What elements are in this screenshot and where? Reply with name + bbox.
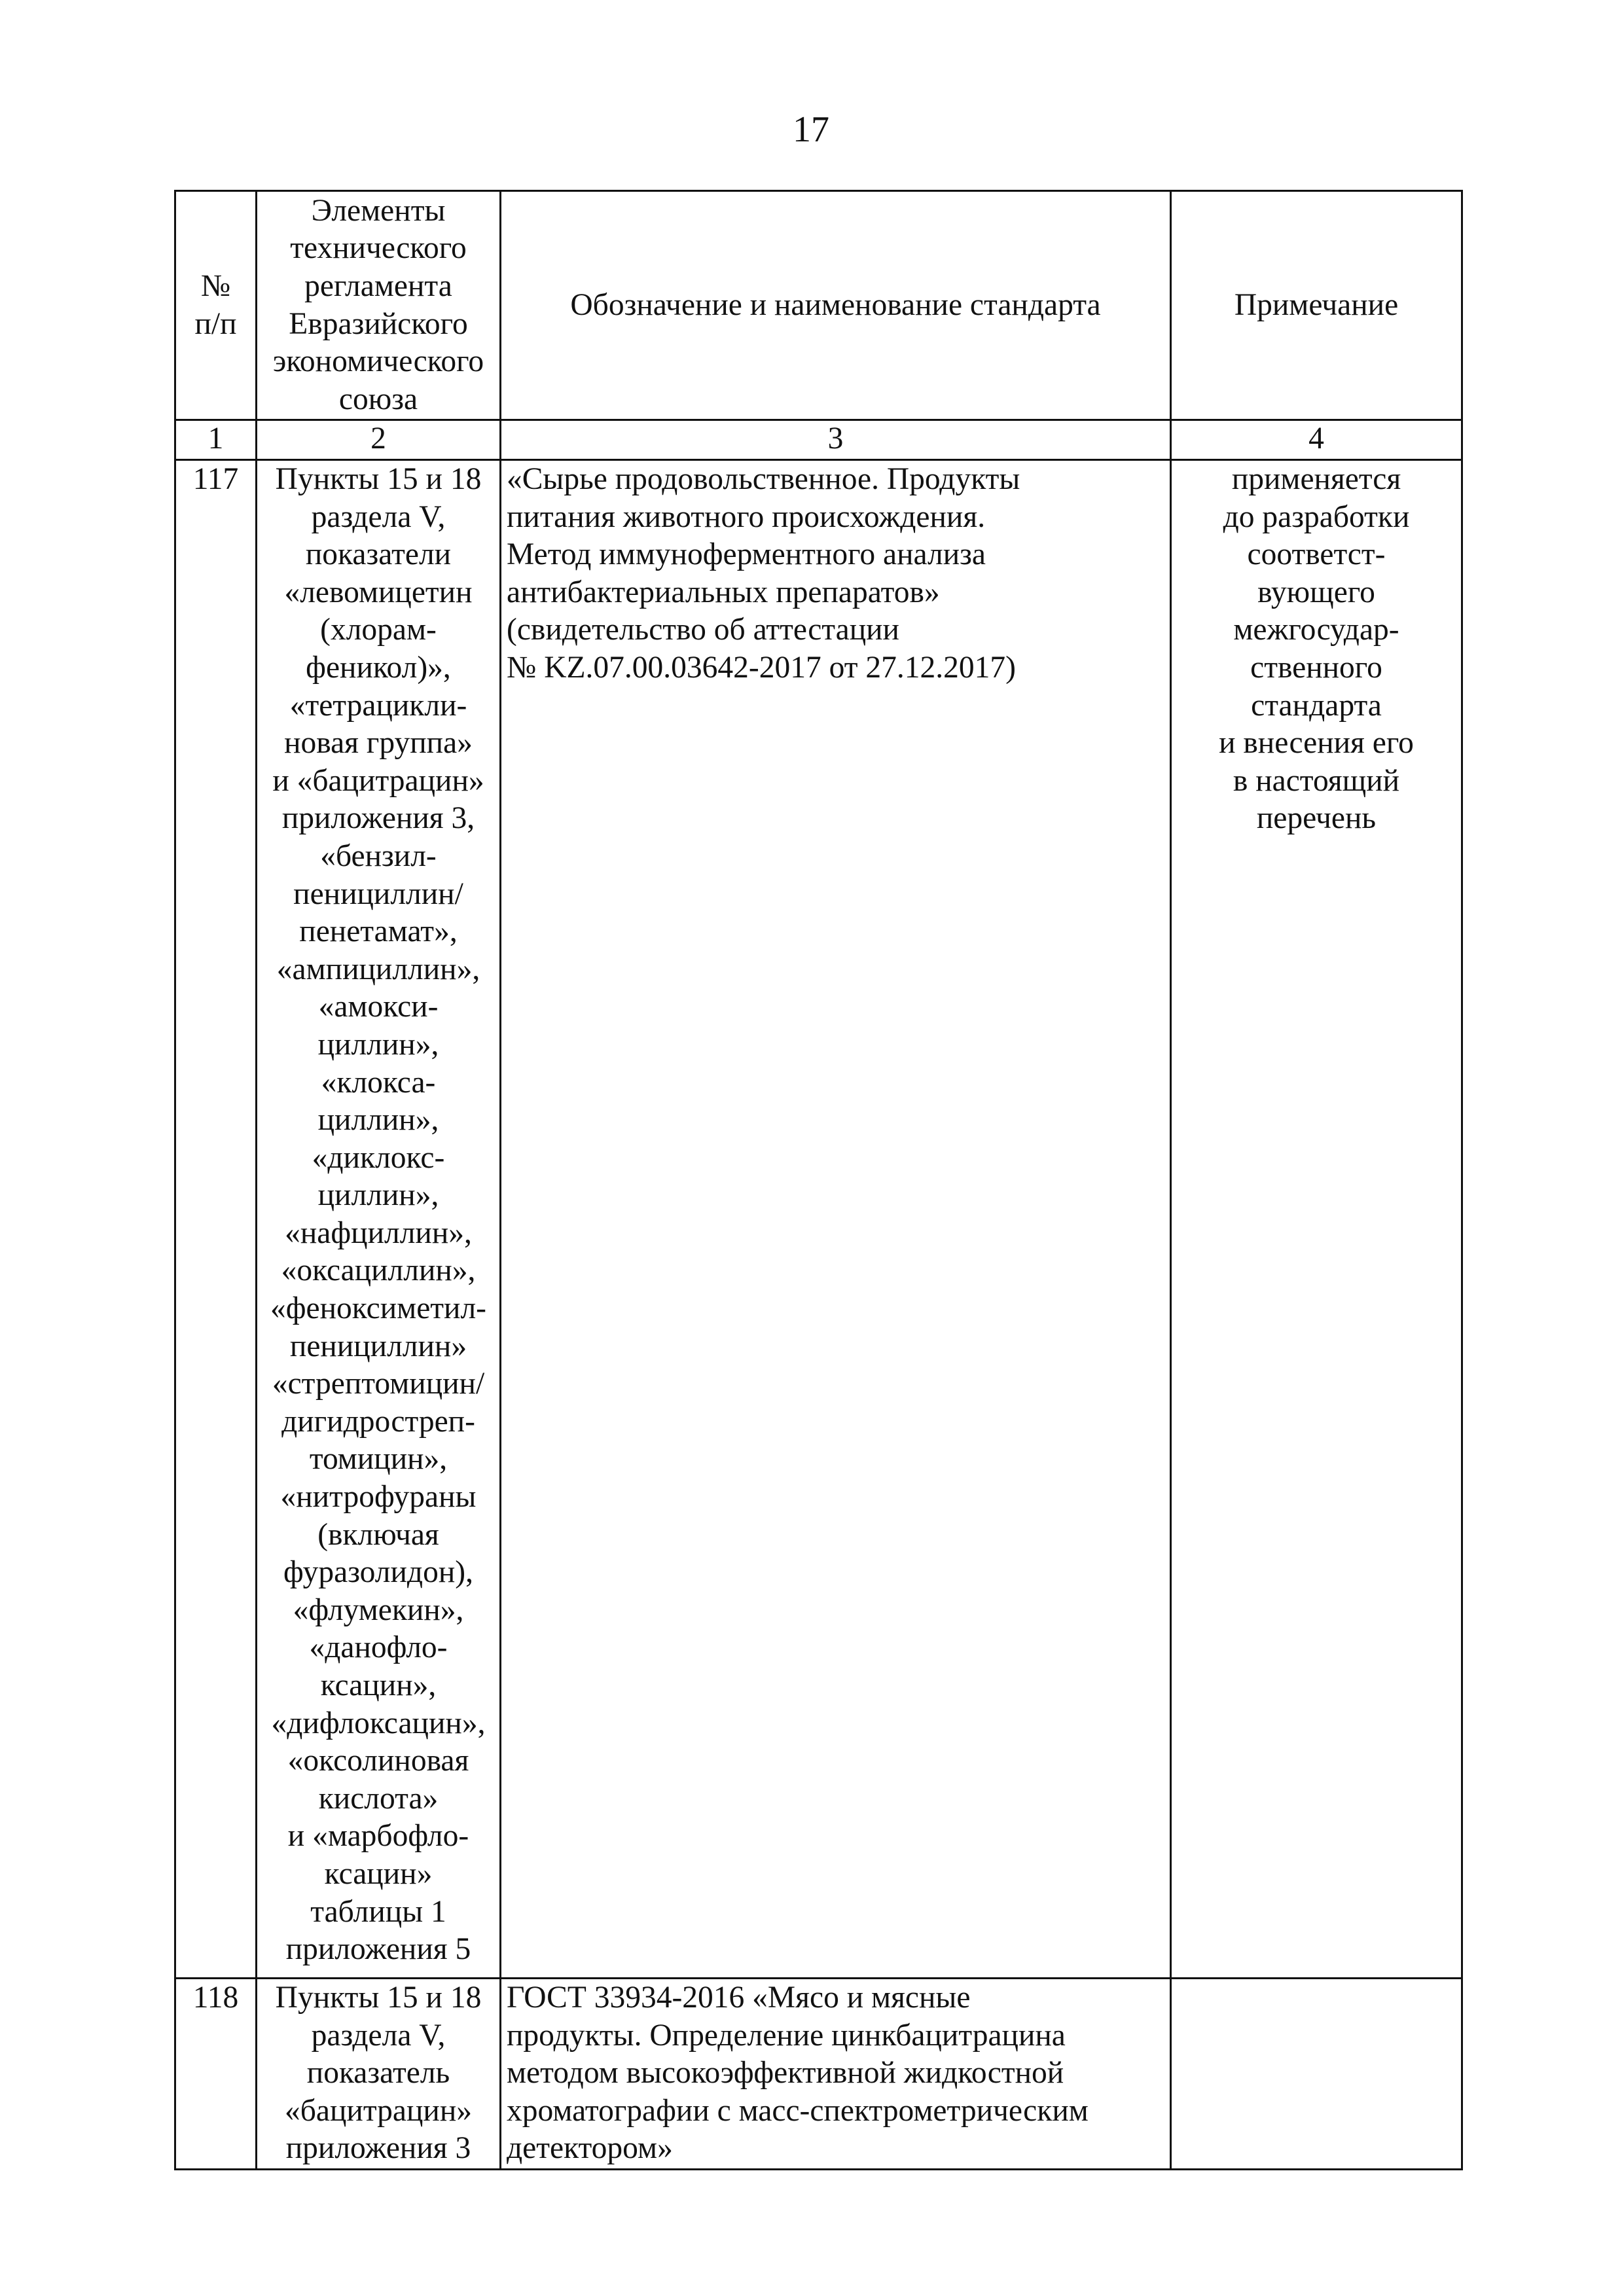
standards-table [174,190,1463,2170]
elements-line: феникол)», [306,650,451,685]
elements-line: Пункты 15 и 18 [275,1981,482,2015]
header-number-line: п/п [194,306,237,341]
elements-line: «диклокс- [312,1140,445,1175]
elements-line: «оксациллин», [281,1253,476,1288]
elements-line: «левомицетин [284,575,473,609]
elements-line: и «марбофло- [287,1819,469,1854]
elements-line: «бацитрацин» [284,2093,473,2128]
elements-line: (хлорам- [320,613,437,647]
elements-line: раздела V, [311,499,446,534]
row-elements [257,460,501,1979]
elements-line: таблицы 1 [310,1894,446,1929]
elements-line: приложения 5 [285,1932,471,1967]
header-elements [257,191,501,420]
elements-line: «данофло- [309,1630,448,1665]
standard-line: продукты. Определение цинкбацитрацина [507,2018,1066,2053]
elements-line: ксацин», [320,1668,437,1702]
page-number: 17 [793,109,829,150]
standard-line: методом высокоэффективной жидкостной [507,2056,1064,2090]
standard-line: ГОСТ 33934-2016 «Мясо и мясные [507,1981,971,2015]
elements-line: «стрептомицин/ [272,1367,485,1401]
row-number: 118 [175,1979,257,2170]
elements-line: «феноксиметил- [270,1291,487,1326]
elements-line: показатели [305,537,452,572]
elements-line: приложения 3, [281,801,475,836]
elements-line: «ампициллин», [276,952,480,986]
row-number: 117 [175,460,257,1979]
elements-line: «бензил- [320,838,437,873]
note-line: вующего [1257,575,1375,609]
table-row [175,1979,1462,2170]
elements-line: пенициллин» [289,1329,467,1363]
elements-line: «оксолиновая [287,1744,469,1778]
column-number: 3 [501,420,1171,460]
header-note: Примечание [1171,191,1462,420]
elements-line: новая группа» [284,726,473,761]
elements-line: циллин», [317,1178,439,1213]
table-row [175,460,1462,1979]
header-elements-line: технического [290,231,467,266]
note-line: ственного [1250,650,1382,685]
elements-line: циллин», [317,1103,439,1138]
row-standard [501,1979,1171,2170]
elements-line: пенетамат», [299,914,458,949]
note-line: межгосудар- [1233,613,1399,647]
header-elements-line: регламента [304,268,452,303]
header-elements-line: союза [338,382,418,416]
elements-line: циллин», [317,1027,439,1062]
header-number [175,191,257,420]
elements-line: и «бацитрацин» [272,763,484,798]
elements-line: показатель [306,2056,450,2090]
elements-line: приложения 3 [285,2131,471,2166]
column-number: 2 [257,420,501,460]
standard-line: «Сырье продовольственное. Продукты [507,462,1020,496]
standard-line: антибактериальных препаратов» [507,575,940,609]
elements-line: «тетрацикли- [289,688,467,723]
column-number: 1 [175,420,257,460]
elements-line: «клокса- [321,1065,436,1100]
note-line: применяется [1231,462,1401,496]
standard-line: хроматографии с масс-спектрометрическим [507,2093,1089,2128]
standard-line: Метод иммуноферментного анализа [507,537,986,572]
column-numbers-row [175,420,1462,460]
header-number-line: № [200,268,231,303]
elements-line: кислота» [318,1781,439,1816]
note-line: в настоящий [1233,763,1400,798]
column-number: 4 [1171,420,1462,460]
header-standard: Обозначение и наименование стандарта [501,191,1171,420]
standard-line: № KZ.07.00.03642-2017 от 27.12.2017) [507,650,1016,685]
note-line: перечень [1256,801,1377,836]
row-elements [257,1979,501,2170]
elements-line: Пункты 15 и 18 [275,462,482,496]
elements-line: дигидростреп- [281,1404,475,1439]
header-elements-line: экономического [272,344,484,379]
elements-line: «амокси- [318,990,439,1024]
note-line: соответст- [1247,537,1386,572]
elements-line: «дифлоксацин», [271,1706,486,1740]
elements-line: ксацин» [324,1856,433,1891]
standard-line: детектором» [507,2131,673,2166]
row-standard [501,460,1171,1979]
elements-line: раздела V, [311,2018,446,2053]
elements-line: пенициллин/ [293,876,463,911]
elements-line: фуразолидон), [283,1555,473,1590]
note-line: стандарта [1251,688,1382,723]
note-line: до разработки [1223,499,1410,534]
standard-line: (свидетельство об аттестации [507,613,899,647]
elements-line: «нитрофураны [280,1480,477,1515]
row-note [1171,1979,1462,2170]
elements-line: «флумекин», [293,1592,464,1627]
standard-line: питания животного происхождения. [507,499,986,534]
elements-line: «нафциллин», [285,1215,472,1250]
note-line: и внесения его [1219,726,1414,761]
row-note [1171,460,1462,1979]
table-header-row [175,191,1462,420]
header-elements-line: Евразийского [289,306,468,341]
elements-line: (включая [317,1517,439,1552]
header-elements-line: Элементы [311,193,446,228]
elements-line: томицин», [309,1442,448,1477]
